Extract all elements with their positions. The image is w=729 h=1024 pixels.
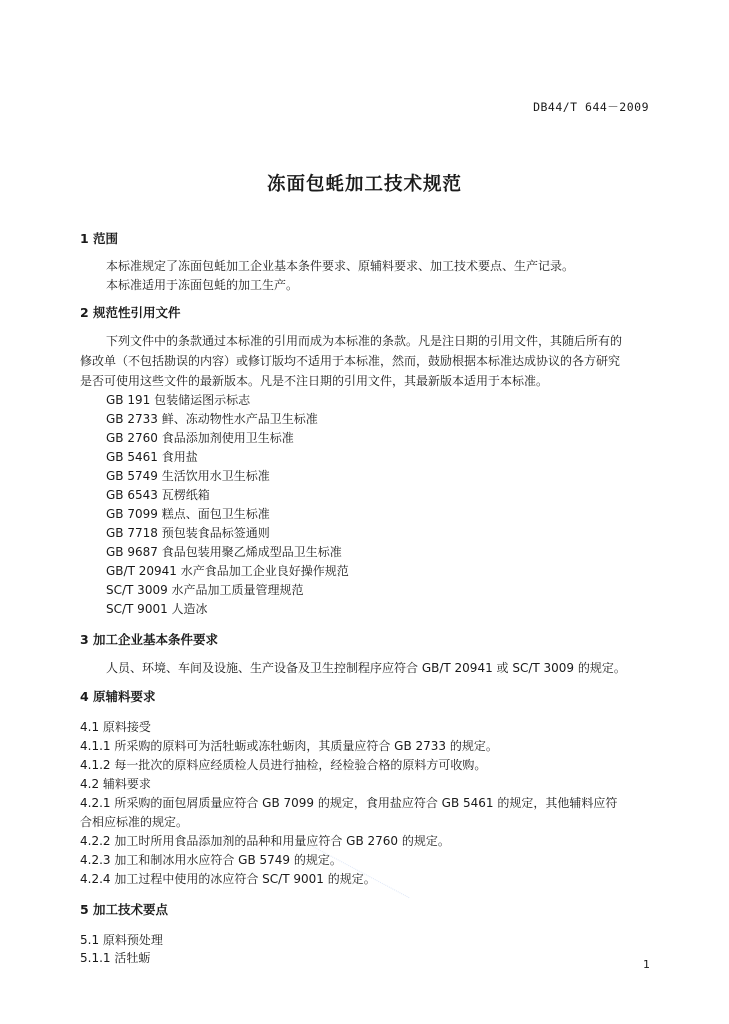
text-line: 4.2 辅料要求 <box>80 777 151 791</box>
text-line: 5.1 原料预处理 <box>80 933 163 947</box>
standard-number: DB44/T 644－2009 <box>533 100 649 114</box>
text-line: GB 6543 瓦楞纸箱 <box>106 488 210 502</box>
text-line: 本标准规定了冻面包蚝加工企业基本条件要求、原辅料要求、加工技术要点、生产记录。 <box>106 259 575 273</box>
text-line: GB 5461 食用盐 <box>106 450 198 464</box>
text-line: 4.2.1 所采购的面包屑质量应符合 GB 7099 的规定，食用盐应符合 GB 5461 的规定，其他辅料应符 <box>80 796 618 810</box>
text-line: 修改单（不包括勘误的内容）或修订版均不适用于本标准，然而，鼓励根据本标准达成协议的各方研究 <box>80 354 621 368</box>
text-line: GB 2760 食品添加剂使用卫生标准 <box>106 431 294 445</box>
text-line: 合相应标准的规定。 <box>80 815 189 829</box>
text-line: GB 9687 食品包装用聚乙烯成型品卫生标准 <box>106 545 342 559</box>
text-line: 本标准适用于冻面包蚝的加工生产。 <box>106 278 299 292</box>
page-number: 1 <box>643 958 650 971</box>
text-line: 4.1.1 所采购的原料可为活牡蛎或冻牡蛎肉，其质量应符合 GB 2733 的规定。 <box>80 739 498 753</box>
text-line: 5.1.1 活牡蛎 <box>80 951 151 965</box>
section-heading: 4 原辅料要求 <box>80 689 156 704</box>
text-line: 4.2.3 加工和制冰用水应符合 GB 5749 的规定。 <box>80 853 342 867</box>
section-heading: 5 加工技术要点 <box>80 902 169 917</box>
section-heading: 2 规范性引用文件 <box>80 305 181 320</box>
document-title: 冻面包蚝加工技术规范 <box>266 174 462 195</box>
text-line: GB/T 20941 水产食品加工企业良好操作规范 <box>106 564 349 578</box>
text-line: 下列文件中的条款通过本标准的引用而成为本标准的条款。凡是注日期的引用文件，其随后所有的 <box>106 334 623 348</box>
text-line: 4.2.4 加工过程中使用的冰应符合 SC/T 9001 的规定。 <box>80 872 376 886</box>
text-line: 4.1.2 每一批次的原料应经质检人员进行抽检，经检验合格的原料方可收购。 <box>80 758 487 772</box>
text-line: GB 5749 生活饮用水卫生标准 <box>106 469 270 483</box>
text-line: 4.2.2 加工时所用食品添加剂的品种和用量应符合 GB 2760 的规定。 <box>80 834 450 848</box>
text-line: SC/T 9001 人造冰 <box>106 602 208 616</box>
text-line: GB 7718 预包装食品标签通则 <box>106 526 270 540</box>
text-line: 4.1 原料接受 <box>80 720 151 734</box>
text-line: SC/T 3009 水产品加工质量管理规范 <box>106 583 304 597</box>
text-line: 人员、环境、车间及设施、生产设备及卫生控制程序应符合 GB/T 20941 或 SC/T 3009 的规定。 <box>106 661 626 675</box>
section-heading: 3 加工企业基本条件要求 <box>80 632 219 647</box>
section-heading: 1 范围 <box>80 231 119 246</box>
text-line: GB 2733 鲜、冻动物性水产品卫生标准 <box>106 412 318 426</box>
text-line: GB 191 包装储运图示标志 <box>106 393 251 407</box>
text-line: GB 7099 糕点、面包卫生标准 <box>106 507 270 521</box>
text-line: 是否可使用这些文件的最新版本。凡是不注日期的引用文件，其最新版本适用于本标准。 <box>80 374 549 388</box>
